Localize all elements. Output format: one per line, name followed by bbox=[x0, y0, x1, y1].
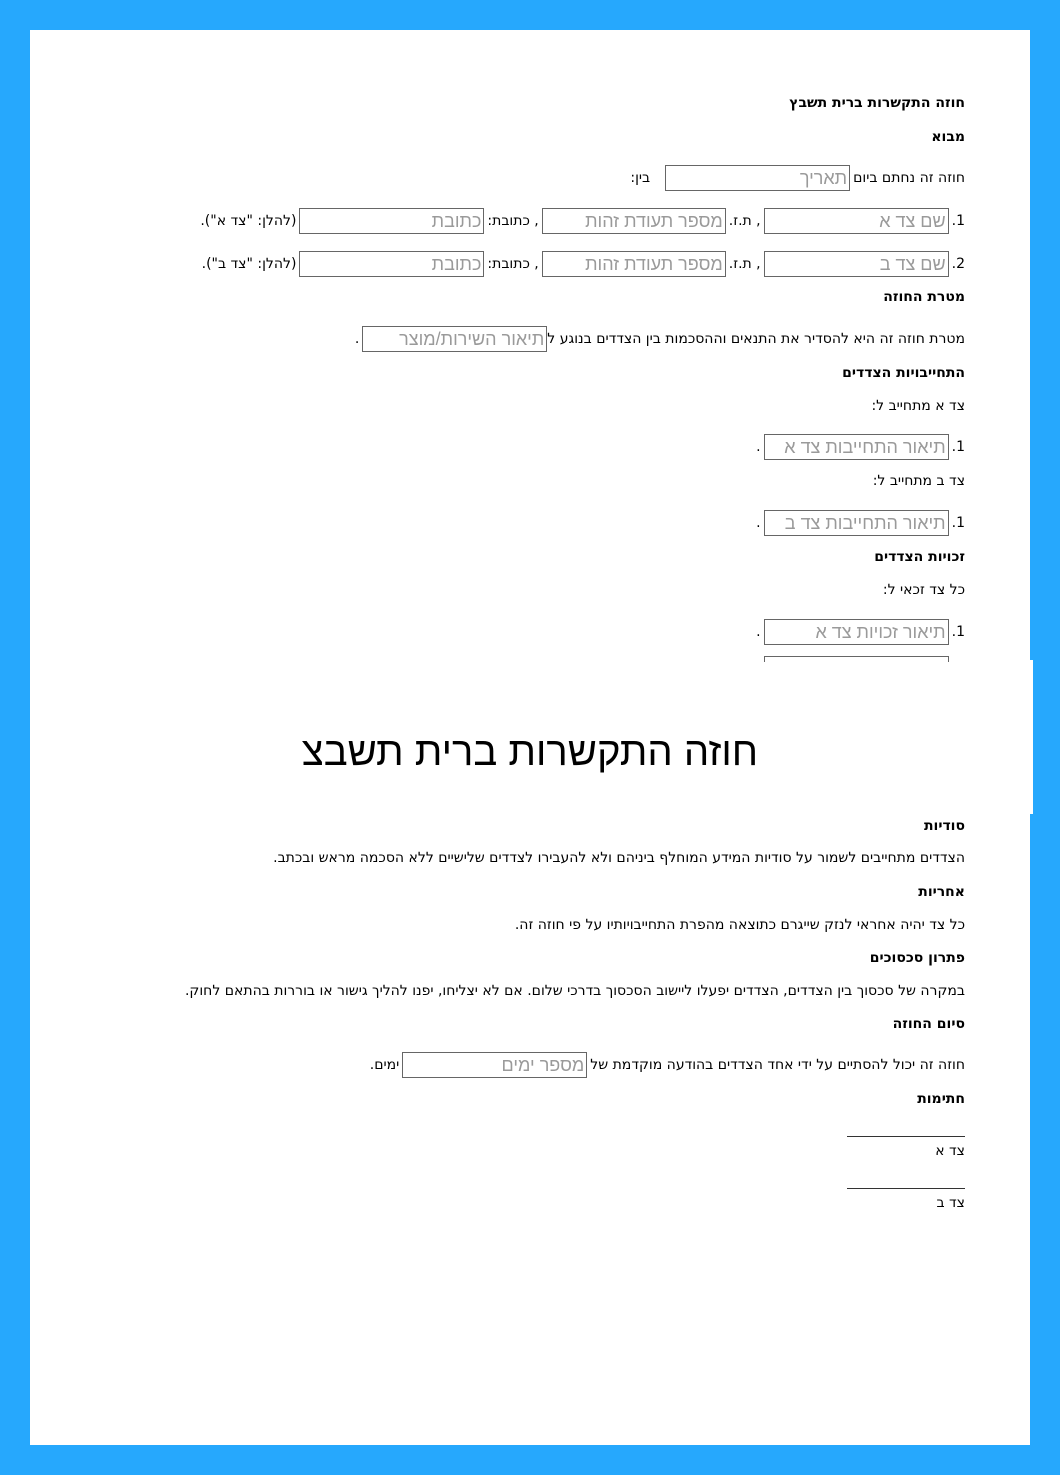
document-lower-section bbox=[30, 662, 1030, 1445]
party-a-obligation-label: צד א מתחייב ל: bbox=[871, 398, 965, 414]
intro-heading: מבוא bbox=[931, 129, 965, 145]
intro-signed-text: חוזה זה נחתם ביום bbox=[853, 170, 965, 186]
party-b-obligation-label: צד ב מתחייב ל: bbox=[872, 473, 965, 489]
signature-line-b[interactable] bbox=[847, 1188, 965, 1189]
party-b-id-label: , ת.ז. bbox=[728, 256, 761, 272]
party-b-suffix: (להלן: "צד ב"). bbox=[201, 256, 297, 272]
signatures-heading: חתימות bbox=[917, 1091, 965, 1107]
party-a-address-label: , כתובת: bbox=[487, 213, 539, 229]
party-b-obligation-line bbox=[756, 510, 965, 536]
rights-heading: זכויות הצדדים bbox=[874, 549, 965, 565]
party-b-obligation-end: . bbox=[756, 515, 761, 531]
party-b-obligation-number: 1. bbox=[951, 515, 965, 531]
party-a-suffix: (להלן: "צד א"). bbox=[200, 213, 297, 229]
rights-number: 1. bbox=[951, 624, 965, 640]
rights-label: כל צד זכאי ל: bbox=[882, 582, 965, 598]
party-b-line bbox=[202, 251, 965, 277]
party-a-obligation-field[interactable]: תיאור התחייבות צד א bbox=[764, 434, 949, 460]
party-a-id-field[interactable]: מספר תעודת זהות bbox=[542, 208, 726, 234]
party-b-number: 2. bbox=[951, 256, 965, 272]
purpose-line bbox=[355, 326, 965, 352]
party-a-obligation-number: 1. bbox=[951, 439, 965, 455]
intro-line bbox=[630, 165, 965, 191]
party-a-address-field[interactable]: כתובת bbox=[299, 208, 484, 234]
party-b-name-field[interactable]: שם צד ב bbox=[764, 251, 949, 277]
rights-line bbox=[756, 619, 965, 645]
termination-text: חוזה זה יכול להסתיים על ידי אחד הצדדים בהודעה מוקדמת של bbox=[590, 1057, 965, 1073]
disputes-text: במקרה של סכסוך בין הצדדים, הצדדים יפעלו ליישוב הסכסוך בדרכי שלום. אם לא יצליחו, יפנו להליך גישור או בוררות בהתאם לחוק. bbox=[184, 983, 965, 999]
party-a-id-label: , ת.ז. bbox=[728, 213, 761, 229]
party-b-id-field[interactable]: מספר תעודת זהות bbox=[542, 251, 726, 277]
document-title: חוזה התקשרות ברית תשבץ bbox=[789, 95, 965, 111]
confidentiality-text: הצדדים מתחייבים לשמור על סודיות המידע המוחלף ביניהם ולא להעבירו לצדדים שלישיים ללא הסכמה מראש ובכתב. bbox=[273, 850, 965, 866]
party-b-obligation-field[interactable]: תיאור התחייבות צד ב bbox=[764, 510, 949, 536]
purpose-heading: מטרת החוזה bbox=[883, 289, 965, 305]
party-a-number: 1. bbox=[951, 213, 965, 229]
party-a-line bbox=[200, 208, 965, 234]
signature-label-b: צד ב bbox=[936, 1195, 965, 1211]
liability-heading: אחריות bbox=[918, 884, 965, 900]
purpose-field[interactable]: תיאור השירות/מוצר bbox=[362, 326, 547, 352]
termination-line bbox=[370, 1052, 965, 1078]
signature-label-a: צד א bbox=[935, 1143, 965, 1159]
intro-between-text: בין: bbox=[630, 170, 651, 186]
liability-text: כל צד יהיה אחראי לנזק שייגרם כתוצאה מהפרת התחייבויותיו על פי חוזה זה. bbox=[514, 917, 965, 933]
document-upper-section bbox=[30, 30, 1030, 662]
obligations-heading: התחייבויות הצדדים bbox=[842, 365, 965, 381]
document-page bbox=[30, 30, 1030, 1445]
signature-line-a[interactable] bbox=[847, 1136, 965, 1137]
party-b-address-label: , כתובת: bbox=[487, 256, 539, 272]
termination-end: ימים. bbox=[369, 1057, 400, 1073]
confidentiality-heading: סודיות bbox=[923, 818, 965, 834]
termination-heading: סיום החוזה bbox=[892, 1016, 965, 1032]
purpose-text: מטרת חוזה זה היא להסדיר את התנאים וההסכמות בין הצדדים בנוגע ל bbox=[547, 331, 965, 347]
mirrored-title: צבשת תירב תורשקתה הזוח bbox=[301, 730, 759, 774]
date-field[interactable]: תאריך bbox=[665, 165, 850, 191]
termination-days-field[interactable]: מספר ימים bbox=[402, 1052, 587, 1078]
party-a-obligation-line bbox=[756, 434, 965, 460]
party-a-name-field[interactable]: שם צד א bbox=[764, 208, 949, 234]
disputes-heading: פתרון סכסוכים bbox=[869, 950, 965, 966]
party-b-address-field[interactable]: כתובת bbox=[299, 251, 484, 277]
purpose-end: . bbox=[354, 331, 360, 347]
rights-field[interactable]: תיאור זכויות צד א bbox=[764, 619, 949, 645]
party-a-obligation-end: . bbox=[756, 439, 761, 455]
rights-end: . bbox=[756, 624, 761, 640]
